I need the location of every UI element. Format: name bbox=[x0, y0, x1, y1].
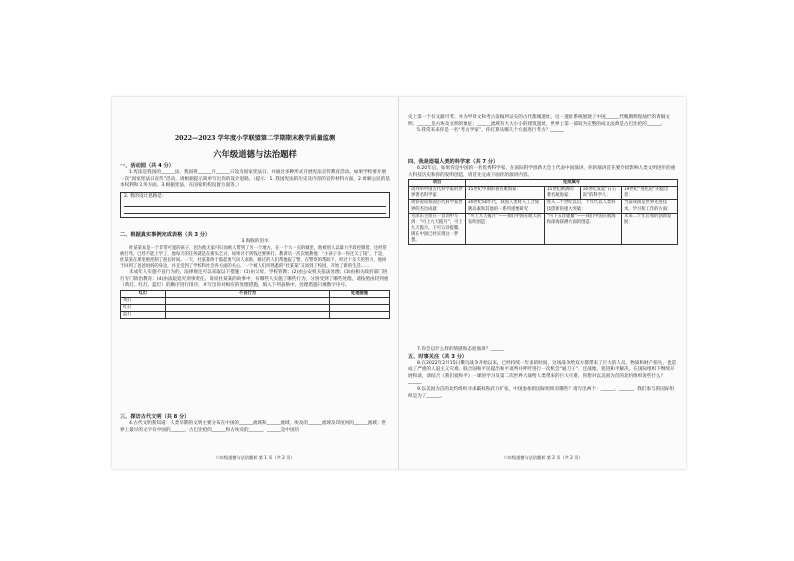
table-row-label: 蓝灯 bbox=[121, 312, 166, 319]
passage-text: 杜某某本是一个非常可爱的孩子，因为他无家可归而被人带到了另一个地方。在一个大一点的城里，他被别人以暴力手段控制着，还经常被打骂，已经不能上学了，他每天的任务就是在街头乞讨，如果讨不到钱还要挨打。教训员一次次地教他：“小孩子争一你还欠了钱”。于是，杜某某在那里被控制了很长时间。一天，杜某某终于鼓起勇气向人求助，路过的人们帮他报了警，在警察的帮助下，经过十多天的努力，他终于回到了爸爸妈妈的身边，并且受到了学校和社会各方面的关心。一个被人们所熟悉的“杜某某”又回到了校园，开始了新的生活…… bbox=[120, 245, 387, 269]
table-cell[interactable]: 16世纪发起“日心说”的科学人： bbox=[580, 187, 621, 200]
section-2-title: 二、根据真实事例完成表格（共 3 分） bbox=[120, 232, 211, 238]
table-row-label: 红灯 bbox=[121, 304, 166, 311]
question-8-text: 8.在2022年2月15日俄乌战争开始以来，已经持续一年多的时间，这场战争给双方都带来了巨大的人员、物质和财产损失，也造成了严重的人道主义灾难。联合国和平民提出和平谈判并呼吁进行一次机会“通刀子”，还战地，促进和平解决，在国际组织下继续开展和谈，请结合《我们爱和平》一课的学习及第二次世界大战给人类带来的巨大灾难，你想对以美国为首的北约组织说些什么？______ bbox=[408, 360, 677, 386]
table-cell[interactable]: “可上九天揽月”——我们中国在航天的发明创造： bbox=[466, 213, 545, 244]
section-3-title: 三、探访古代文明（共 8 分） bbox=[120, 414, 190, 420]
answer-cell[interactable] bbox=[330, 297, 390, 304]
table-cell[interactable]: “可下五洋捉鳖”——我们中国在航海和深海探测方面的创造： bbox=[544, 213, 621, 244]
left-page bbox=[120, 97, 390, 469]
answer-cell[interactable] bbox=[330, 312, 390, 319]
answer-line bbox=[124, 201, 386, 207]
right-page bbox=[408, 97, 678, 469]
question-6-text: 6.20年后，如果你是中国的一名优秀科学家，在国际科学创新大会上代表中国演讲，你的演讲首先要介绍影响人类文明进步的重大科技历史和你的发明创造，请首先完成下面你的演讲内容。 bbox=[408, 166, 676, 178]
table-cell[interactable]: 未来二十年后我的创新发展： bbox=[622, 213, 678, 244]
table-header: 完成填写 bbox=[466, 180, 678, 187]
answer-cell[interactable] bbox=[166, 297, 330, 304]
question-5-text: 5.我常来来你是一名“考古学家”，你打算从哪几个方面进行考古？______ bbox=[417, 128, 564, 134]
table-header: 不良行为 bbox=[166, 290, 330, 297]
section-4-title: 四、我是造福人类的科学家（共 7 分） bbox=[408, 159, 499, 165]
table-header: 红灯 bbox=[121, 290, 166, 297]
question-7-text: 7.你会以什么样的情感和态度演讲？______ bbox=[417, 347, 505, 352]
center-fold bbox=[398, 97, 399, 469]
answer-cell[interactable] bbox=[330, 304, 390, 311]
answer-cell[interactable] bbox=[166, 304, 330, 311]
question-1-text: 1.宪法是我国的______法，我国将______月______日设为国家宪法日，并通过多种形式开展宪法宣传教育活动。如果学校要开展一次“国家宪法日宣传”活动，请根据提示简单写出你的设计思路。（提示：1. 我国宪法的历史及内容的宣传材料方面，2.讲解公民的基本权利和义务方面，3.根据宪法，在国家机构设置方面等。） bbox=[120, 170, 390, 189]
table-cell[interactable]: 进入二十世纪以后，十年代以人类科技创新的重大突破： bbox=[544, 200, 621, 213]
table-cell: 请你说说我国古代科学家世界的杰出成就 bbox=[409, 200, 466, 213]
table-cell[interactable]: 当前我国是世界先进技术，学习和工作的方面： bbox=[622, 200, 678, 213]
question-9-text: 9.以美国为首的北约组织寻求霸权和武力扩张，中国参加的国际组织有哪些？请写出两个：______、______，我们参与的国际组织是为了______。 bbox=[408, 386, 675, 399]
behavior-table bbox=[120, 290, 390, 319]
section-4 bbox=[408, 159, 678, 245]
section-3-continued bbox=[408, 115, 678, 135]
question-4-text: 4.古代文明我知道：人类早期的文明主要分布在中国的______流域和______流域，埃及的______流域及印度河的______流域；世界上最早的文字有中国的______，古巴比伦的______和古埃及的______，______是中国历 bbox=[120, 421, 387, 433]
section-5 bbox=[408, 347, 678, 400]
page-footer-left: 六年级道德与法治题样 第 1 页（共 2 页） bbox=[215, 455, 295, 460]
table-cell[interactable]: 15世纪中期的著名航海家： bbox=[466, 187, 545, 200]
table-header: 项目 bbox=[409, 180, 466, 187]
page-footer-right: 六年级道德与法治题样 第 2 页（共 2 页） bbox=[503, 455, 583, 460]
exam-header: 2022—2023 学年度小学联盟第二学期期末教学质量监测 bbox=[174, 135, 336, 142]
table-header: 处理措施 bbox=[330, 290, 390, 297]
section-1-title: 一、活动园（共 4 分） bbox=[120, 163, 174, 169]
exam-sheet bbox=[112, 97, 686, 469]
design-answer-box[interactable] bbox=[120, 192, 390, 218]
design-box-label: 2. 我的设计思路是： bbox=[124, 193, 167, 199]
table-cell: 毛泽东主席在一首词中写到：“可上九天揽月”，可上九天揽月。下可五洋捉鳖，现在中国已经实现这一梦想。 bbox=[409, 213, 466, 244]
section-3 bbox=[120, 414, 390, 434]
question-3-text: 未成年人实施不良行为的，法律规定可以采取以下措施：(1)由父母、学校管教；(2)由公安机关依法处理；(3)由相关政府部门进行专门矫治教育；(4)由法院追究刑事责任。说说杜某某的故事中，有哪些人实施了哪些行为，分别受到了哪些处理。请按照由轻到重（黄灯、红灯、蓝灯）的顺序进行排序，并写出你对相应的处理措施，填入下列表格中。处理措施只填数字序号。 bbox=[120, 269, 389, 289]
table-cell[interactable]: 20世纪50年代，我国人类将人工合成胰岛素和其他的一系列重要研究 bbox=[466, 200, 545, 213]
table-cell[interactable]: 15世纪欧洲的著名航海家： bbox=[544, 187, 580, 200]
table-cell: 请列举中国古代科学家的世界著名科学家 bbox=[409, 187, 466, 200]
table-cell[interactable]: 19世纪“进化论”的提出者： bbox=[622, 187, 678, 200]
question-4-continued: 史上第一个有文献可考、并为甲骨文和考古发掘所证实的古代都城遗址，这一遗址系统展现了中国______代晚期辉煌灿烂的青铜文明；______是古埃及文明的象征；______流域有大大小小的建筑遗址，世界上第一部较为完整的成文法典是古巴比伦的______。 bbox=[408, 115, 670, 127]
section-5-title: 五、时事关注（共 3 分） bbox=[408, 353, 468, 360]
table-row-label: 黄灯 bbox=[121, 297, 166, 304]
answer-line bbox=[124, 208, 386, 214]
science-table bbox=[408, 179, 678, 245]
exam-subtitle: 六年级道德与法治题样 bbox=[213, 149, 297, 159]
section-2 bbox=[120, 232, 390, 319]
section-1 bbox=[120, 163, 390, 218]
answer-cell[interactable] bbox=[166, 312, 330, 319]
passage-title: 3.海豚的泪水 bbox=[241, 239, 269, 244]
